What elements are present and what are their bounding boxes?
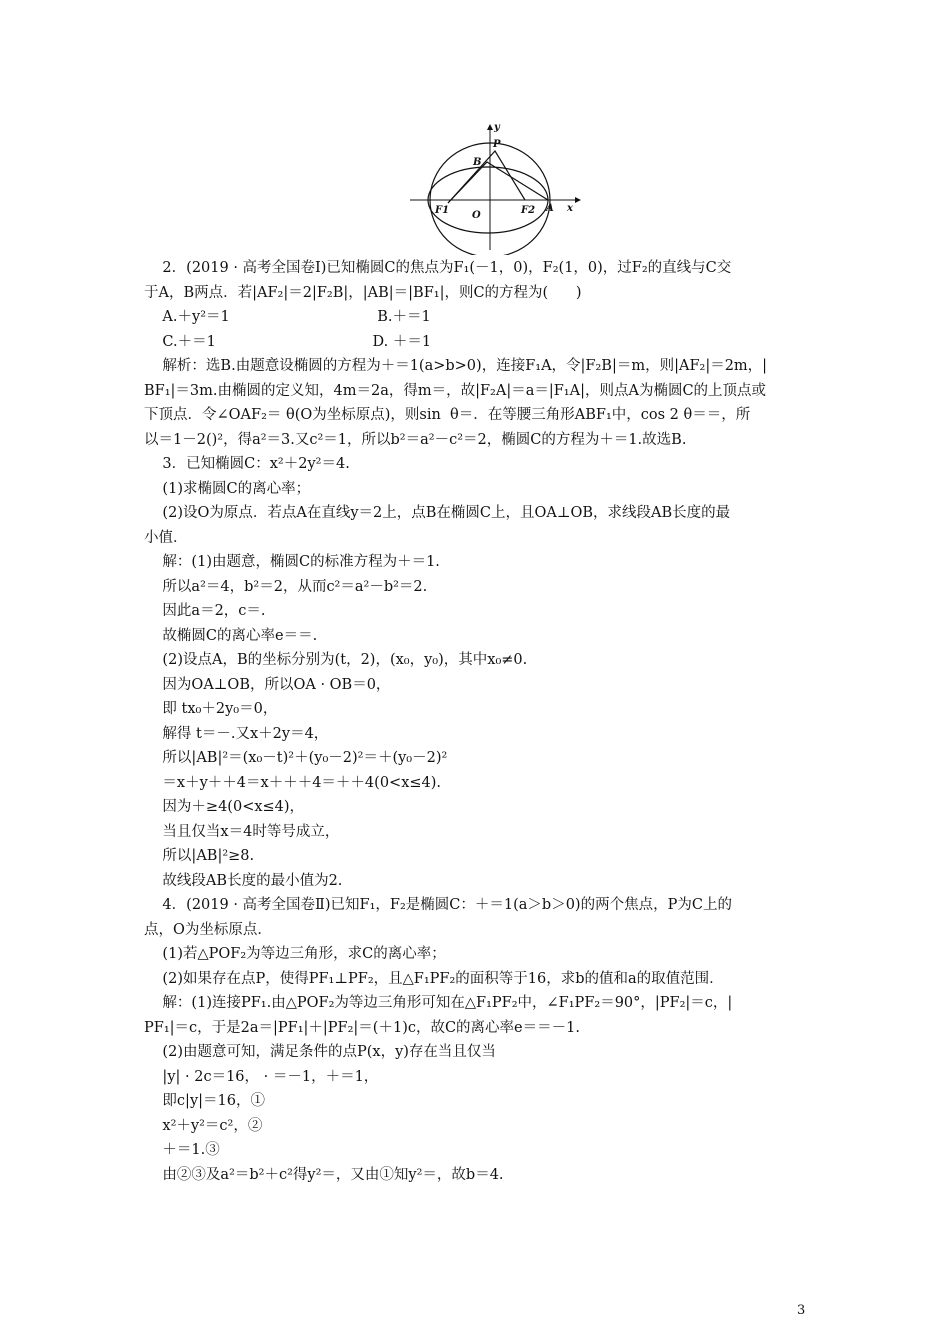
text-line: BF₁|＝3m.由椭圆的定义知，4m＝2a，得m＝，故|F₂A|＝a＝|F₁A|，则点A为椭圆C的上顶点或 xyxy=(144,382,767,399)
triangle-f1-b-a xyxy=(448,162,548,203)
label-x: x xyxy=(567,203,573,214)
label-f1: F1 xyxy=(435,205,450,216)
text-line: 当且仅当x＝4时等号成立， xyxy=(144,823,340,840)
text-line: x²＋y²＝c²，② xyxy=(144,1117,263,1134)
text-line: (2)如果存在点P，使得PF₁⊥PF₂，且△F₁PF₂的面积等于16，求b的值和a的取值范围． xyxy=(144,970,724,987)
x-axis-arrow-icon xyxy=(575,197,581,203)
text-line: 因此a＝2，c＝. xyxy=(144,603,266,619)
ellipse-figure xyxy=(405,115,585,255)
text-line: C.＋＝1 D. ＋＝1 xyxy=(144,333,432,350)
label-a: A xyxy=(546,203,554,214)
page-number: 3 xyxy=(797,1303,806,1318)
text-line: 即c|y|＝16，① xyxy=(144,1093,265,1109)
text-line: 2．(2019 · 高考全国卷Ⅰ)已知椭圆C的焦点为F₁(－1，0)，F₂(1，0)，过F₂的直线与C交 xyxy=(144,260,732,276)
text-line: 点，O为坐标原点． xyxy=(144,921,272,938)
text-line: (1)若△POF₂为等边三角形，求C的离心率； xyxy=(144,946,446,962)
text-line: ＝x＋y＋＋4＝x＋＋＋4＝＋＋4(0<x≤4). xyxy=(144,774,442,791)
y-axis-arrow-icon xyxy=(487,124,493,130)
text-line: 故椭圆C的离心率e＝＝. xyxy=(144,627,318,644)
text-line: (2)由题意可知，满足条件的点P(x，y)存在当且仅当 xyxy=(144,1044,496,1060)
text-line: 于A，B两点．若|AF₂|＝2|F₂B|，|AB|＝|BF₁|，则C的方程为( ) xyxy=(144,284,582,301)
text-line: (2)设点A，B的坐标分别为(t，2)，(x₀，y₀)，其中x₀≠0. xyxy=(144,652,528,668)
label-f2: F2 xyxy=(521,205,536,216)
text-line: PF₁|＝c，于是2a＝|PF₁|＋|PF₂|＝(＋1)c，故C的离心率e＝＝－1. xyxy=(144,1019,580,1036)
text-line: A.＋y²＝1 B.＋＝1 xyxy=(144,309,431,325)
text-line: 因为OA⊥OB，所以OA · OB＝0， xyxy=(144,676,391,693)
text-line: 下顶点．令∠OAF₂＝ θ(O为坐标原点)，则sin θ＝．在等腰三角形ABF₁中，cos 2 θ＝＝，所 xyxy=(144,407,751,423)
text-line: 所以|AB|²＝(x₀－t)²＋(y₀－2)²＝＋(y₀－2)² xyxy=(144,750,448,766)
label-y: y xyxy=(494,122,500,133)
text-line: 解：(1)由题意，椭圆C的标准方程为＋＝1. xyxy=(144,554,440,570)
text-line: 解析：选B.由题意设椭圆的方程为＋＝1(a>b>0)，连接F₁A，令|F₂B|＝m，则|AF₂|＝2m，| xyxy=(144,358,768,374)
text-line: 以＝1－2()²，得a²＝3.又c²＝1，所以b²＝a²－c²＝2，椭圆C的方程为＋＝1.故选B. xyxy=(144,431,687,448)
text-line: ＋＝1.③ xyxy=(144,1142,220,1158)
label-p: P xyxy=(493,139,501,150)
text-line: 所以a²＝4，b²＝2，从而c²＝a²－b²＝2. xyxy=(144,578,428,595)
text-line: 由②③及a²＝b²＋c²得y²＝，又由①知y²＝，故b＝4. xyxy=(144,1166,504,1183)
label-o: O xyxy=(472,210,481,221)
text-line: 4．(2019 · 高考全国卷Ⅱ)已知F₁，F₂是椭圆C：＋＝1(a＞b＞0)的两个焦点，P为C上的 xyxy=(144,897,732,913)
triangle-f1-p-f2 xyxy=(448,151,525,203)
text-line: |y| · 2c＝16， · ＝－1，＋＝1， xyxy=(144,1068,379,1085)
text-line: 解：(1)连接PF₁.由△POF₂为等边三角形可知在△F₁PF₂中，∠F₁PF₂＝90°，|PF₂|＝c，| xyxy=(144,995,733,1011)
text-line: 故线段AB长度的最小值为2. xyxy=(144,872,343,889)
text-line: 即 tx₀＋2y₀＝0， xyxy=(144,701,278,717)
text-line: 3．已知椭圆C：x²＋2y²＝4. xyxy=(144,456,350,472)
text-line: (2)设O为原点．若点A在直线y＝2上，点B在椭圆C上，且OA⊥OB，求线段AB长度的最 xyxy=(144,505,731,521)
label-b: B xyxy=(473,157,482,168)
text-line: 因为＋≥4(0<x≤4)， xyxy=(144,799,305,815)
text-line: 小值． xyxy=(144,529,188,546)
text-line: 解得 t＝－.又x＋2y＝4， xyxy=(144,725,329,742)
text-line: 所以|AB|²≥8. xyxy=(144,848,255,864)
text-line: (1)求椭圆C的离心率； xyxy=(144,480,311,497)
